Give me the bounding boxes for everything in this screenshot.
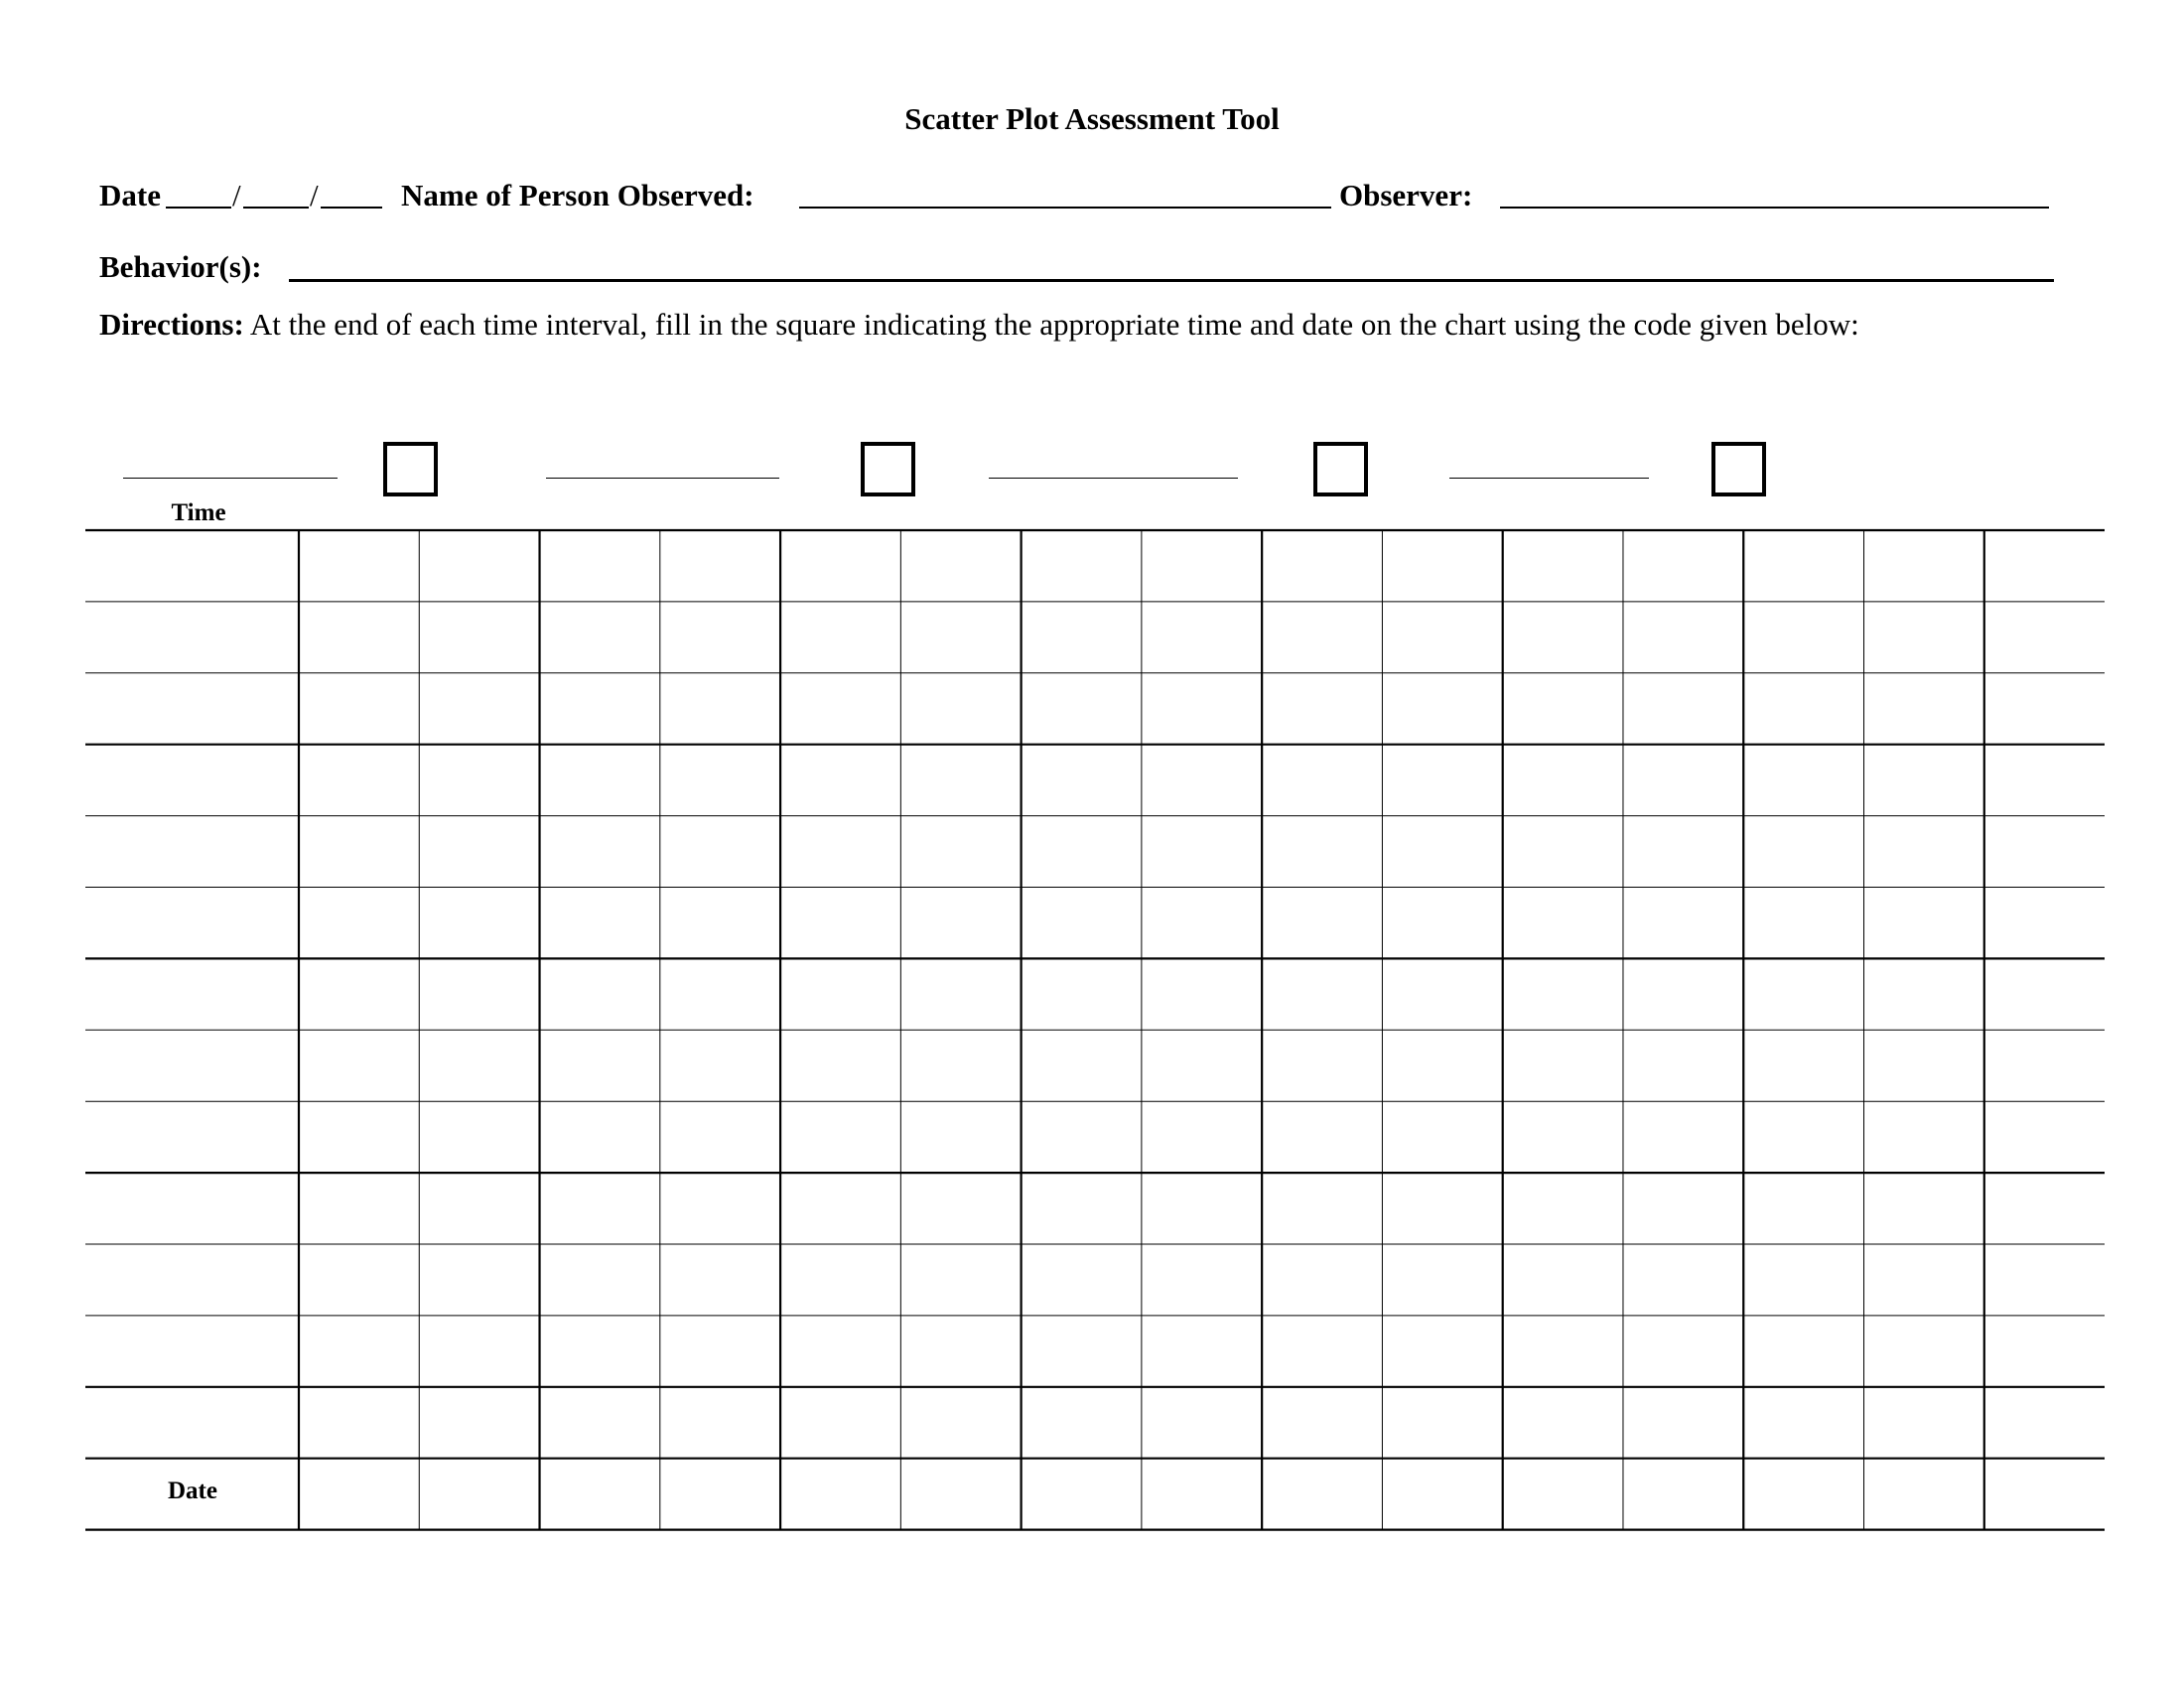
observation-cell[interactable] — [540, 1173, 660, 1244]
observation-cell[interactable] — [1262, 816, 1382, 888]
observation-cell[interactable] — [1623, 530, 1743, 602]
observation-cell[interactable] — [1503, 888, 1623, 959]
date-entry-cell[interactable] — [1503, 1459, 1623, 1530]
observation-cell[interactable] — [1864, 1101, 1984, 1173]
observation-cell[interactable] — [660, 1244, 780, 1316]
observation-cell[interactable] — [1623, 673, 1743, 745]
observation-cell[interactable] — [1382, 888, 1502, 959]
observation-cell[interactable] — [1743, 530, 1863, 602]
observation-cell[interactable] — [1142, 673, 1262, 745]
observation-cell[interactable] — [1382, 1101, 1502, 1173]
time-entry-cell[interactable] — [85, 673, 299, 745]
observation-cell[interactable] — [1262, 888, 1382, 959]
observation-cell[interactable] — [1262, 1316, 1382, 1387]
observation-cell[interactable] — [1262, 958, 1382, 1030]
observation-cell[interactable] — [1503, 602, 1623, 673]
observation-cell[interactable] — [780, 1244, 900, 1316]
observation-cell[interactable] — [900, 1387, 1021, 1459]
observation-cell[interactable] — [299, 673, 419, 745]
observation-cell[interactable] — [900, 1316, 1021, 1387]
observation-cell[interactable] — [1503, 1030, 1623, 1101]
observation-cell[interactable] — [419, 816, 539, 888]
observation-cell[interactable] — [419, 888, 539, 959]
observation-cell[interactable] — [1743, 1387, 1863, 1459]
observation-cell[interactable] — [1743, 1244, 1863, 1316]
observation-cell[interactable] — [900, 673, 1021, 745]
directions-body: At the end of each time interval, fill in the square indicating the appropriate time and date on the chart using the code given below: — [243, 307, 1859, 342]
observation-cell[interactable] — [1262, 1030, 1382, 1101]
date-separator-2: / — [310, 178, 319, 212]
observation-cell[interactable] — [1382, 530, 1502, 602]
page-title: Scatter Plot Assessment Tool — [904, 101, 1280, 136]
observation-cell[interactable] — [540, 1387, 660, 1459]
observation-cell[interactable] — [1022, 1101, 1142, 1173]
observation-cell[interactable] — [1864, 1244, 1984, 1316]
observation-cell[interactable] — [299, 958, 419, 1030]
observation-cell[interactable] — [1142, 530, 1262, 602]
observation-cell[interactable] — [660, 1173, 780, 1244]
observation-cell[interactable] — [1142, 745, 1262, 816]
time-entry-cell[interactable] — [85, 816, 299, 888]
date-entry-cell[interactable] — [1262, 1459, 1382, 1530]
observation-cell[interactable] — [419, 1101, 539, 1173]
time-entry-cell[interactable] — [85, 530, 299, 602]
observation-cell[interactable] — [1623, 816, 1743, 888]
time-entry-cell[interactable] — [85, 958, 299, 1030]
date-entry-cell[interactable] — [299, 1459, 419, 1530]
date-entry-cell[interactable] — [419, 1459, 539, 1530]
observation-cell[interactable] — [1984, 1244, 2105, 1316]
observation-cell[interactable] — [1142, 816, 1262, 888]
observation-cell[interactable] — [419, 602, 539, 673]
observation-cell[interactable] — [1984, 1030, 2105, 1101]
observation-cell[interactable] — [900, 530, 1021, 602]
observation-cell[interactable] — [780, 1387, 900, 1459]
observation-cell[interactable] — [1743, 1173, 1863, 1244]
observation-cell[interactable] — [780, 602, 900, 673]
observation-cell[interactable] — [1623, 1173, 1743, 1244]
observation-cell[interactable] — [1984, 816, 2105, 888]
observation-cell[interactable] — [540, 1101, 660, 1173]
observation-cell[interactable] — [1503, 958, 1623, 1030]
observation-cell[interactable] — [1864, 888, 1984, 959]
observation-cell[interactable] — [1623, 1387, 1743, 1459]
observation-cell[interactable] — [1382, 673, 1502, 745]
observation-cell[interactable] — [419, 745, 539, 816]
observation-cell[interactable] — [900, 1030, 1021, 1101]
observation-cell[interactable] — [1623, 1101, 1743, 1173]
observation-cell[interactable] — [1984, 745, 2105, 816]
observation-cell[interactable] — [780, 816, 900, 888]
time-entry-cell[interactable] — [85, 1101, 299, 1173]
observation-cell[interactable] — [1022, 530, 1142, 602]
observation-cell[interactable] — [660, 673, 780, 745]
observation-cell[interactable] — [900, 1173, 1021, 1244]
observation-cell[interactable] — [900, 958, 1021, 1030]
observation-cell[interactable] — [419, 673, 539, 745]
time-entry-cell[interactable] — [85, 1244, 299, 1316]
time-entry-cell[interactable] — [85, 1387, 299, 1459]
date-entry-cell[interactable] — [660, 1459, 780, 1530]
observation-cell[interactable] — [1864, 958, 1984, 1030]
observation-cell[interactable] — [1743, 673, 1863, 745]
directions-label: Directions: — [99, 307, 244, 342]
time-entry-cell[interactable] — [85, 1316, 299, 1387]
observation-cell[interactable] — [780, 530, 900, 602]
observation-cell[interactable] — [780, 958, 900, 1030]
time-entry-cell[interactable] — [85, 888, 299, 959]
observation-cell[interactable] — [1382, 745, 1502, 816]
observation-cell[interactable] — [540, 602, 660, 673]
observation-cell[interactable] — [780, 1101, 900, 1173]
observation-cell[interactable] — [1022, 958, 1142, 1030]
observation-cell[interactable] — [1262, 530, 1382, 602]
observation-cell[interactable] — [1022, 888, 1142, 959]
observation-cell[interactable] — [1382, 1173, 1502, 1244]
observation-cell[interactable] — [299, 1173, 419, 1244]
observation-cell[interactable] — [900, 816, 1021, 888]
observation-cell[interactable] — [1142, 1173, 1262, 1244]
observation-cell[interactable] — [1503, 745, 1623, 816]
date-entry-cell[interactable] — [540, 1459, 660, 1530]
observation-cell[interactable] — [660, 530, 780, 602]
observation-cell[interactable] — [540, 673, 660, 745]
observation-cell[interactable] — [419, 1244, 539, 1316]
observation-cell[interactable] — [1623, 745, 1743, 816]
observation-cell[interactable] — [1743, 888, 1863, 959]
observation-cell[interactable] — [1743, 1101, 1863, 1173]
observation-cell[interactable] — [1743, 1030, 1863, 1101]
observation-cell[interactable] — [780, 745, 900, 816]
observation-cell[interactable] — [1503, 1387, 1623, 1459]
observation-cell[interactable] — [299, 530, 419, 602]
observation-cell[interactable] — [1382, 602, 1502, 673]
observation-cell[interactable] — [1142, 1316, 1262, 1387]
observation-cell[interactable] — [1743, 816, 1863, 888]
observation-cell[interactable] — [1984, 958, 2105, 1030]
observation-cell[interactable] — [1864, 1030, 1984, 1101]
observation-cell[interactable] — [1864, 602, 1984, 673]
observation-cell[interactable] — [299, 1387, 419, 1459]
observation-cell[interactable] — [1503, 1101, 1623, 1173]
observation-cell[interactable] — [1864, 673, 1984, 745]
observation-cell[interactable] — [1984, 1173, 2105, 1244]
observation-cell[interactable] — [1743, 1316, 1863, 1387]
observation-cell[interactable] — [1022, 1173, 1142, 1244]
observation-cell[interactable] — [900, 602, 1021, 673]
observation-cell[interactable] — [419, 530, 539, 602]
date-entry-cell[interactable] — [1743, 1459, 1863, 1530]
observation-cell[interactable] — [299, 816, 419, 888]
observation-cell[interactable] — [1743, 958, 1863, 1030]
time-entry-cell[interactable] — [85, 602, 299, 673]
observation-cell[interactable] — [1503, 1244, 1623, 1316]
observation-cell[interactable] — [419, 1387, 539, 1459]
date-entry-cell[interactable] — [1022, 1459, 1142, 1530]
observation-cell[interactable] — [1382, 816, 1502, 888]
observation-cell[interactable] — [1743, 745, 1863, 816]
person-observed-label: Name of Person Observed: — [401, 178, 754, 212]
observation-cell[interactable] — [660, 958, 780, 1030]
observation-cell[interactable] — [540, 888, 660, 959]
observation-cell[interactable] — [1503, 1173, 1623, 1244]
observation-cell[interactable] — [1142, 1387, 1262, 1459]
observation-cell[interactable] — [1623, 602, 1743, 673]
date-row-label-cell — [85, 1459, 299, 1530]
observation-cell[interactable] — [1382, 958, 1502, 1030]
observation-cell[interactable] — [1262, 1244, 1382, 1316]
observation-cell[interactable] — [419, 1173, 539, 1244]
observation-cell[interactable] — [1142, 1244, 1262, 1316]
observation-cell[interactable] — [1984, 602, 2105, 673]
observation-cell[interactable] — [299, 888, 419, 959]
observation-cell[interactable] — [1262, 1101, 1382, 1173]
observation-cell[interactable] — [419, 958, 539, 1030]
observation-cell[interactable] — [299, 1030, 419, 1101]
observation-cell[interactable] — [1022, 1387, 1142, 1459]
observation-cell[interactable] — [1864, 816, 1984, 888]
date-entry-cell[interactable] — [1864, 1459, 1984, 1530]
time-axis-label: Time — [171, 499, 226, 526]
observation-cell[interactable] — [1142, 1101, 1262, 1173]
observation-cell[interactable] — [1262, 1387, 1382, 1459]
observation-cell[interactable] — [1503, 816, 1623, 888]
observation-cell[interactable] — [1623, 888, 1743, 959]
observation-cell[interactable] — [1503, 1316, 1623, 1387]
observation-cell[interactable] — [1864, 1173, 1984, 1244]
observation-cell[interactable] — [900, 888, 1021, 959]
observation-cell[interactable] — [1984, 673, 2105, 745]
time-entry-cell[interactable] — [85, 1030, 299, 1101]
observation-cell[interactable] — [1984, 1101, 2105, 1173]
observation-cell[interactable] — [419, 1316, 539, 1387]
observation-cell[interactable] — [1142, 602, 1262, 673]
observation-cell[interactable] — [1864, 1316, 1984, 1387]
date-label: Date — [99, 178, 161, 212]
observation-cell[interactable] — [660, 1316, 780, 1387]
observation-cell[interactable] — [1864, 745, 1984, 816]
observation-cell[interactable] — [1262, 745, 1382, 816]
observer-label: Observer: — [1339, 178, 1473, 212]
observation-cell[interactable] — [1262, 602, 1382, 673]
observation-cell[interactable] — [660, 816, 780, 888]
observation-cell[interactable] — [900, 745, 1021, 816]
observation-cell[interactable] — [780, 1316, 900, 1387]
observation-cell[interactable] — [299, 1101, 419, 1173]
date-separator-1: / — [232, 178, 241, 212]
observation-cell[interactable] — [660, 888, 780, 959]
observation-cell[interactable] — [540, 816, 660, 888]
date-entry-cell[interactable] — [1984, 1459, 2105, 1530]
observation-cell[interactable] — [660, 745, 780, 816]
date-entry-cell[interactable] — [1382, 1459, 1502, 1530]
behavior-label: Behavior(s): — [99, 249, 262, 284]
observation-cell[interactable] — [299, 602, 419, 673]
observation-cell[interactable] — [540, 1244, 660, 1316]
observation-cell[interactable] — [1984, 530, 2105, 602]
time-entry-cell[interactable] — [85, 1173, 299, 1244]
date-entry-cell[interactable] — [1623, 1459, 1743, 1530]
observation-cell[interactable] — [1743, 602, 1863, 673]
observation-cell[interactable] — [660, 1101, 780, 1173]
observation-cell[interactable] — [1382, 1316, 1502, 1387]
observation-cell[interactable] — [1623, 958, 1743, 1030]
observation-cell[interactable] — [660, 1030, 780, 1101]
observation-cell[interactable] — [900, 1244, 1021, 1316]
observation-cell[interactable] — [1864, 1387, 1984, 1459]
date-entry-cell[interactable] — [1142, 1459, 1262, 1530]
observation-cell[interactable] — [419, 1030, 539, 1101]
observation-cell[interactable] — [1382, 1030, 1502, 1101]
observation-cell[interactable] — [1382, 1244, 1502, 1316]
observation-cell[interactable] — [660, 602, 780, 673]
observation-cell[interactable] — [1262, 1173, 1382, 1244]
observation-cell[interactable] — [1984, 1316, 2105, 1387]
observation-cell[interactable] — [780, 673, 900, 745]
observation-cell[interactable] — [1022, 1030, 1142, 1101]
observation-cell[interactable] — [1022, 602, 1142, 673]
observation-cell[interactable] — [1864, 530, 1984, 602]
observation-cell[interactable] — [540, 745, 660, 816]
date-entry-cell[interactable] — [900, 1459, 1021, 1530]
observation-cell[interactable] — [299, 745, 419, 816]
observation-cell[interactable] — [1623, 1244, 1743, 1316]
observation-cell[interactable] — [1623, 1316, 1743, 1387]
observation-cell[interactable] — [1984, 1387, 2105, 1459]
observation-cell[interactable] — [299, 1244, 419, 1316]
time-entry-cell[interactable] — [85, 745, 299, 816]
observation-cell[interactable] — [660, 1387, 780, 1459]
observation-cell[interactable] — [1022, 745, 1142, 816]
observation-cell[interactable] — [1022, 816, 1142, 888]
observation-cell[interactable] — [900, 1101, 1021, 1173]
observation-cell[interactable] — [540, 958, 660, 1030]
observation-cell[interactable] — [780, 1173, 900, 1244]
observation-cell[interactable] — [299, 1316, 419, 1387]
observation-cell[interactable] — [1503, 673, 1623, 745]
observation-cell[interactable] — [1984, 888, 2105, 959]
observation-cell[interactable] — [1503, 530, 1623, 602]
observation-cell[interactable] — [540, 1030, 660, 1101]
observation-cell[interactable] — [1142, 1030, 1262, 1101]
date-entry-cell[interactable] — [780, 1459, 900, 1530]
observation-cell[interactable] — [1022, 673, 1142, 745]
observation-cell[interactable] — [1142, 958, 1262, 1030]
observation-cell[interactable] — [1382, 1387, 1502, 1459]
observation-cell[interactable] — [540, 530, 660, 602]
observation-cell[interactable] — [1262, 673, 1382, 745]
observation-cell[interactable] — [1022, 1244, 1142, 1316]
observation-cell[interactable] — [1142, 888, 1262, 959]
observation-cell[interactable] — [780, 1030, 900, 1101]
observation-cell[interactable] — [540, 1316, 660, 1387]
observation-cell[interactable] — [1022, 1316, 1142, 1387]
observation-cell[interactable] — [780, 888, 900, 959]
observation-cell[interactable] — [1623, 1030, 1743, 1101]
